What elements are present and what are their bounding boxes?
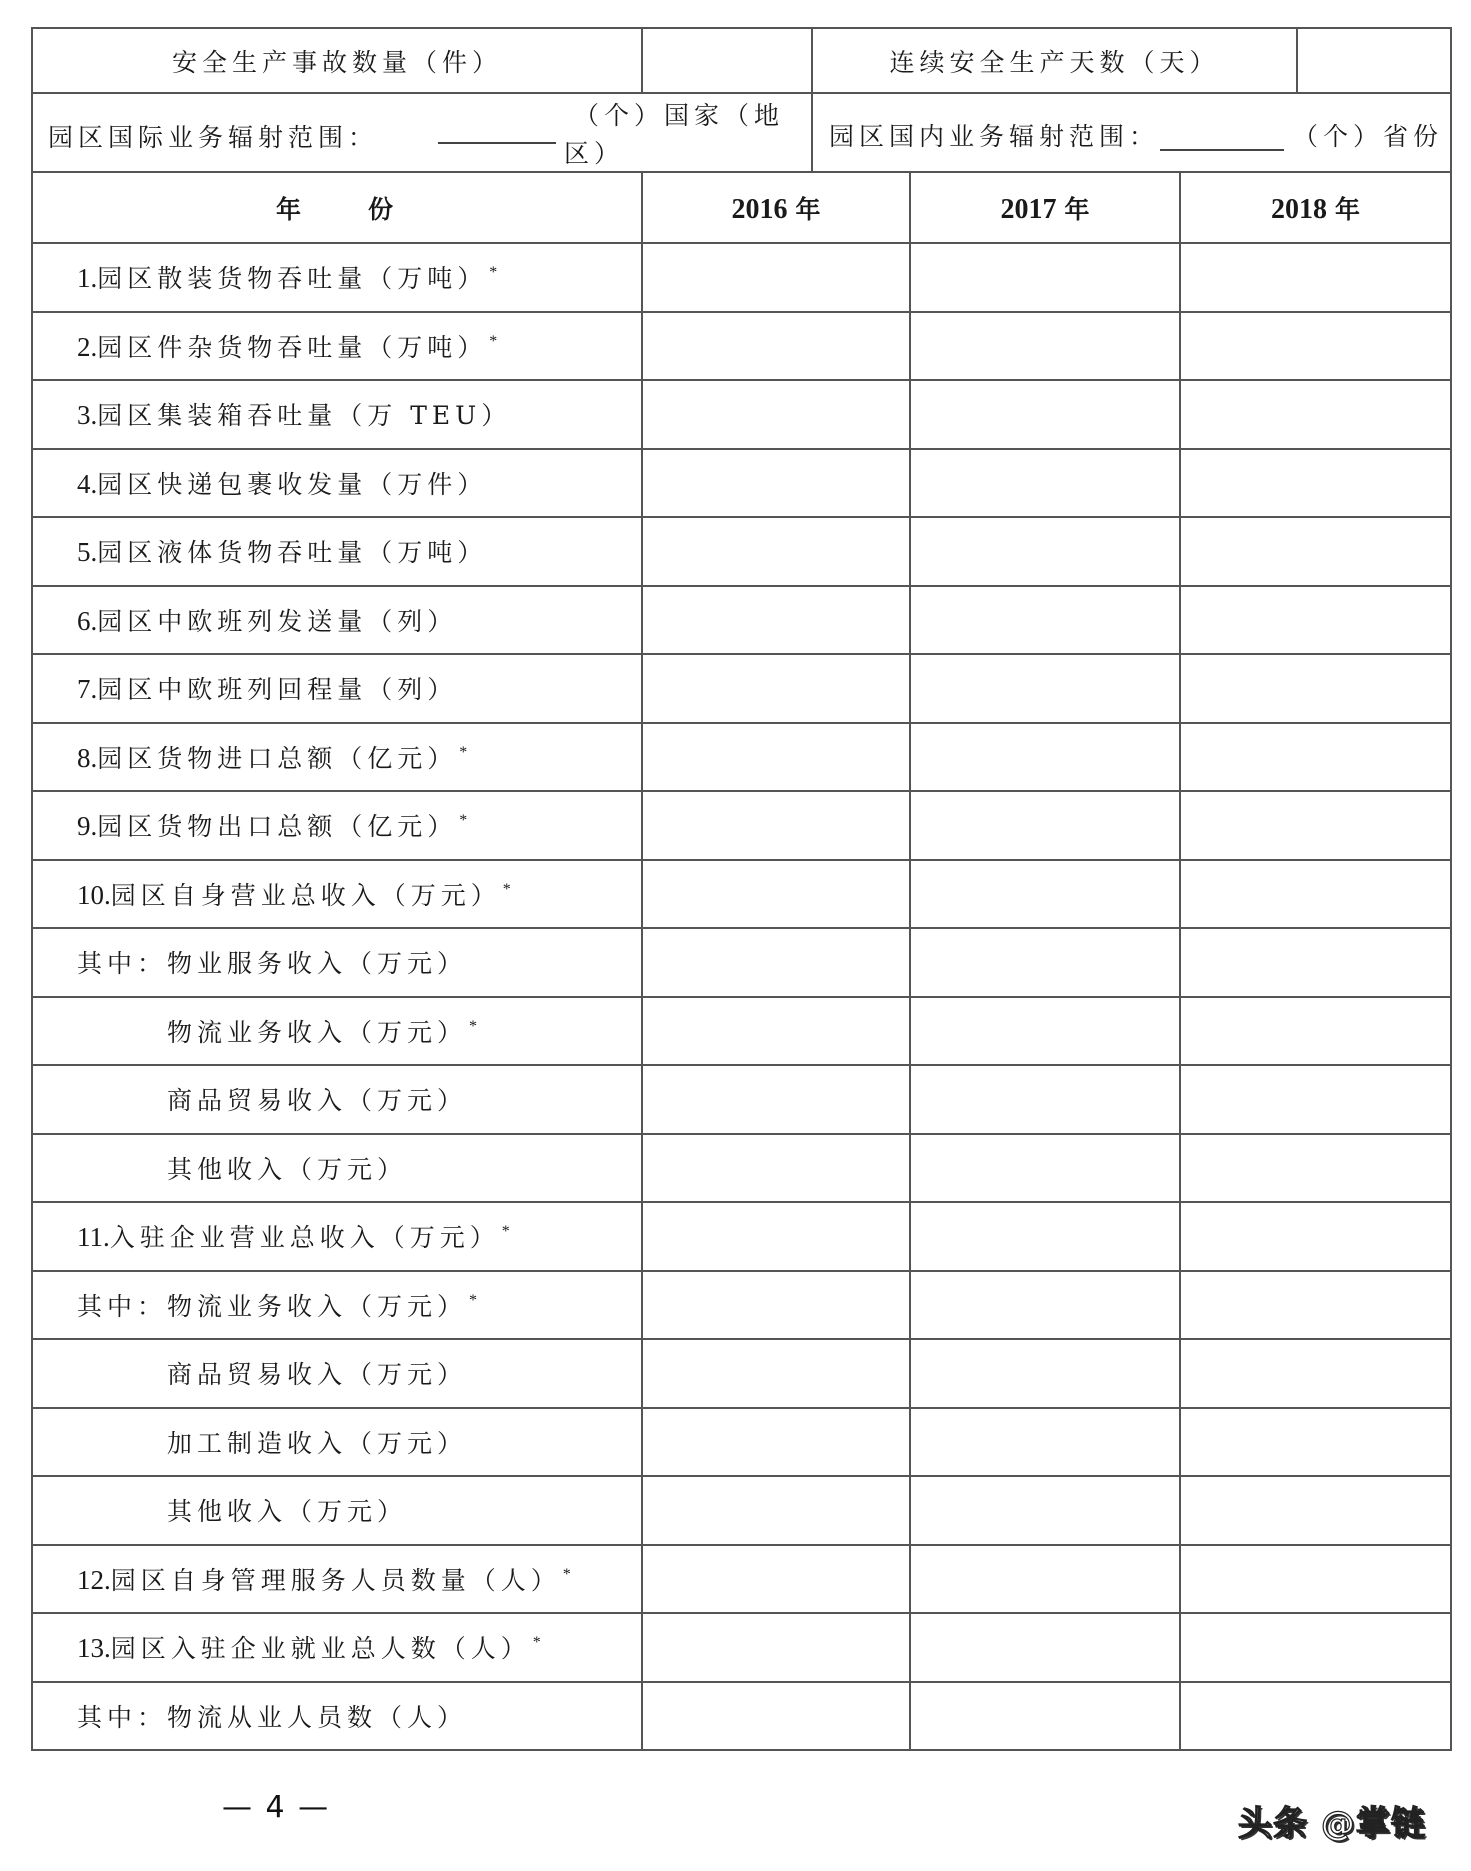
- indicator-label-cell: [32, 654, 642, 723]
- indicator-label: 园区集装箱吞吐量（万 TEU）: [97, 401, 512, 431]
- table-row: [32, 312, 1451, 381]
- year-header-2018: [1180, 172, 1451, 243]
- value-cell-2017[interactable]: [910, 928, 1180, 997]
- value-cell-2018[interactable]: [1180, 1271, 1451, 1340]
- safe-days-label: 连续安全生产天数（天）: [812, 28, 1297, 93]
- value-cell-2017[interactable]: [910, 380, 1180, 449]
- indicator-label: 园区自身营业总收入（万元）: [110, 880, 501, 910]
- indicator-label-cell: [32, 1339, 642, 1408]
- value-cell-2016[interactable]: [642, 1202, 910, 1271]
- required-asterisk: *: [469, 1017, 478, 1035]
- indicator-label-cell: [32, 928, 642, 997]
- value-cell-2016[interactable]: [642, 860, 910, 929]
- value-cell-2017[interactable]: [910, 791, 1180, 860]
- indicator-label: 园区入驻企业就业总人数（人）: [110, 1634, 531, 1664]
- value-cell-2017[interactable]: [910, 860, 1180, 929]
- indicator-number: 8.: [77, 742, 98, 773]
- page-number: — 4 —: [222, 1790, 331, 1825]
- value-cell-2017[interactable]: [910, 1202, 1180, 1271]
- required-asterisk: *: [489, 332, 498, 350]
- value-cell-2016[interactable]: [642, 380, 910, 449]
- value-cell-2016[interactable]: [642, 928, 910, 997]
- indicator-number: 2.: [77, 331, 98, 362]
- year-header-char-2: 份: [368, 194, 399, 224]
- year-value: 2018: [1270, 193, 1327, 225]
- year-suffix: 年: [1334, 194, 1360, 224]
- table-row: [32, 928, 1451, 997]
- indicator-number: 4.: [77, 468, 98, 499]
- value-cell-2016[interactable]: [642, 791, 910, 860]
- indicator-label: 园区液体货物吞吐量（万吨）: [97, 538, 488, 568]
- indicator-label: 园区中欧班列发送量（列）: [97, 606, 458, 636]
- value-cell-2016[interactable]: [642, 1682, 910, 1751]
- domestic-range-unit: （个）省份: [1293, 122, 1444, 151]
- value-cell-2017[interactable]: [910, 243, 1180, 312]
- value-cell-2017[interactable]: [910, 1408, 1180, 1477]
- required-asterisk: *: [469, 1291, 478, 1309]
- international-range-unit-line1: （个）国家（地: [574, 101, 785, 130]
- table-row: [32, 586, 1451, 655]
- indicator-label: 园区货物进口总额（亿元）: [97, 743, 458, 773]
- value-cell-2017[interactable]: [910, 723, 1180, 792]
- value-cell-2016[interactable]: [642, 312, 910, 381]
- year-header-2017: [910, 172, 1180, 243]
- value-cell-2017[interactable]: [910, 449, 1180, 518]
- table-row: [32, 1408, 1451, 1477]
- domestic-range-blank[interactable]: [1160, 149, 1284, 151]
- value-cell-2016[interactable]: [642, 1545, 910, 1614]
- international-range-blank[interactable]: [438, 142, 556, 144]
- year-suffix: 年: [795, 194, 821, 224]
- indicator-label: 其中：物流业务收入（万元）: [77, 1291, 468, 1321]
- indicator-label-cell: [32, 1065, 642, 1134]
- watermark: 头条 @掌链: [1238, 1804, 1426, 1844]
- required-asterisk: *: [501, 1223, 510, 1241]
- international-range-label: 园区国际业务辐射范围：: [48, 123, 379, 152]
- table-row: [32, 860, 1451, 929]
- indicator-label: 入驻企业营业总收入（万元）: [109, 1223, 500, 1253]
- value-cell-2016[interactable]: [642, 586, 910, 655]
- value-cell-2018[interactable]: [1180, 312, 1451, 381]
- indicator-label-cell: [32, 1476, 642, 1545]
- indicator-label: 园区件杂货物吞吐量（万吨）: [97, 332, 488, 362]
- table-row: [32, 1682, 1451, 1751]
- value-cell-2016[interactable]: [642, 1339, 910, 1408]
- required-asterisk: *: [459, 743, 468, 761]
- indicator-number: 6.: [77, 605, 98, 636]
- indicator-number: 9.: [77, 811, 98, 842]
- year-column-header: [32, 172, 642, 243]
- indicator-label: 商品贸易收入（万元）: [167, 1086, 468, 1116]
- year-header-2016: [642, 172, 910, 243]
- international-range-unit-line2: 区）: [564, 139, 625, 168]
- value-cell-2018[interactable]: [1180, 1682, 1451, 1751]
- indicator-label: 其中：物流从业人员数（人）: [77, 1702, 468, 1732]
- year-suffix: 年: [1064, 194, 1090, 224]
- value-cell-2018[interactable]: [1180, 449, 1451, 518]
- indicator-label-cell: [32, 1202, 642, 1271]
- indicator-label-cell: [32, 586, 642, 655]
- table-row: [32, 1065, 1451, 1134]
- value-cell-2018[interactable]: [1180, 1545, 1451, 1614]
- indicator-label-cell: [32, 791, 642, 860]
- indicator-label-cell: [32, 312, 642, 381]
- value-cell-2017[interactable]: [910, 312, 1180, 381]
- value-cell-2016[interactable]: [642, 723, 910, 792]
- international-range-cell: [32, 93, 812, 172]
- domestic-range-cell: [812, 93, 1451, 172]
- required-asterisk: *: [459, 812, 468, 830]
- indicator-label: 加工制造收入（万元）: [167, 1428, 468, 1458]
- value-cell-2017[interactable]: [910, 1476, 1180, 1545]
- table-row: [32, 449, 1451, 518]
- value-cell-2016[interactable]: [642, 449, 910, 518]
- indicator-label: 其他收入（万元）: [167, 1497, 408, 1527]
- value-cell-2017[interactable]: [910, 1682, 1180, 1751]
- value-cell-2017[interactable]: [910, 1271, 1180, 1340]
- value-cell-2017[interactable]: [910, 654, 1180, 723]
- indicator-number: 1.: [77, 263, 98, 294]
- value-cell-2018[interactable]: [1180, 1134, 1451, 1203]
- safety-summary-row: [32, 28, 1451, 93]
- value-cell-2016[interactable]: [642, 243, 910, 312]
- value-cell-2016[interactable]: [642, 517, 910, 586]
- value-cell-2016[interactable]: [642, 1134, 910, 1203]
- value-cell-2017[interactable]: [910, 1134, 1180, 1203]
- value-cell-2017[interactable]: [910, 997, 1180, 1066]
- indicator-label: 商品贸易收入（万元）: [167, 1360, 468, 1390]
- indicator-label: 园区快递包裹收发量（万件）: [97, 469, 488, 499]
- indicator-number: 13.: [77, 1633, 111, 1664]
- required-asterisk: *: [562, 1565, 571, 1583]
- indicator-rows: [32, 243, 1451, 1750]
- indicator-number: 12.: [77, 1564, 111, 1595]
- value-cell-2016[interactable]: [642, 654, 910, 723]
- table-row: [32, 1476, 1451, 1545]
- value-cell-2018[interactable]: [1180, 1065, 1451, 1134]
- indicator-label-cell: [32, 723, 642, 792]
- table-row: [32, 997, 1451, 1066]
- table-row: [32, 517, 1451, 586]
- table-row: [32, 1134, 1451, 1203]
- indicator-label: 物流业务收入（万元）: [167, 1017, 468, 1047]
- required-asterisk: *: [489, 264, 498, 282]
- indicator-label-cell: [32, 1134, 642, 1203]
- value-cell-2016[interactable]: [642, 1476, 910, 1545]
- indicator-number: 7.: [77, 674, 98, 705]
- indicator-label-cell: [32, 1613, 642, 1682]
- indicator-label-cell: [32, 997, 642, 1066]
- indicator-label-cell: [32, 517, 642, 586]
- year-value: 2016: [731, 193, 788, 225]
- indicator-number: 5.: [77, 537, 98, 568]
- indicator-label: 园区自身管理服务人员数量（人）: [110, 1565, 561, 1595]
- value-cell-2018[interactable]: [1180, 1202, 1451, 1271]
- value-cell-2018[interactable]: [1180, 791, 1451, 860]
- value-cell-2018[interactable]: [1180, 1476, 1451, 1545]
- statistics-form-table: [31, 27, 1452, 1751]
- value-cell-2016[interactable]: [642, 1613, 910, 1682]
- indicator-label: 其他收入（万元）: [167, 1154, 408, 1184]
- indicator-label: 园区散装货物吞吐量（万吨）: [97, 264, 488, 294]
- table-row: [32, 791, 1451, 860]
- value-cell-2018[interactable]: [1180, 997, 1451, 1066]
- safe-days-field[interactable]: [1297, 28, 1451, 93]
- value-cell-2018[interactable]: [1180, 380, 1451, 449]
- value-cell-2018[interactable]: [1180, 517, 1451, 586]
- value-cell-2017[interactable]: [910, 1065, 1180, 1134]
- value-cell-2016[interactable]: [642, 1065, 910, 1134]
- table-row: [32, 380, 1451, 449]
- value-cell-2018[interactable]: [1180, 723, 1451, 792]
- indicator-label-cell: [32, 449, 642, 518]
- value-cell-2016[interactable]: [642, 1408, 910, 1477]
- table-row: [32, 1271, 1451, 1340]
- indicator-label-cell: [32, 1545, 642, 1614]
- required-asterisk: *: [532, 1634, 541, 1652]
- radiation-range-row: [32, 93, 1451, 172]
- accident-count-label: 安全生产事故数量（件）: [32, 28, 642, 93]
- indicator-label: 园区中欧班列回程量（列）: [97, 675, 458, 705]
- value-cell-2018[interactable]: [1180, 860, 1451, 929]
- value-cell-2017[interactable]: [910, 1613, 1180, 1682]
- indicator-number: 10.: [77, 879, 111, 910]
- table-row: [32, 723, 1451, 792]
- indicator-label-cell: [32, 1271, 642, 1340]
- value-cell-2018[interactable]: [1180, 1408, 1451, 1477]
- required-asterisk: *: [502, 880, 511, 898]
- indicator-label: 园区货物出口总额（亿元）: [97, 812, 458, 842]
- indicator-label-cell: [32, 243, 642, 312]
- value-cell-2016[interactable]: [642, 997, 910, 1066]
- table-row: [32, 243, 1451, 312]
- table-row: [32, 654, 1451, 723]
- indicator-number: 11.: [77, 1222, 110, 1253]
- indicator-label-cell: [32, 860, 642, 929]
- value-cell-2017[interactable]: [910, 1545, 1180, 1614]
- value-cell-2018[interactable]: [1180, 243, 1451, 312]
- table-row: [32, 1339, 1451, 1408]
- value-cell-2018[interactable]: [1180, 1339, 1451, 1408]
- value-cell-2018[interactable]: [1180, 586, 1451, 655]
- value-cell-2017[interactable]: [910, 1339, 1180, 1408]
- domestic-range-label: 园区国内业务辐射范围：: [829, 122, 1160, 151]
- value-cell-2017[interactable]: [910, 586, 1180, 655]
- indicator-label: 其中：物业服务收入（万元）: [77, 949, 468, 979]
- year-header-row: [32, 172, 1451, 243]
- table-row: [32, 1545, 1451, 1614]
- value-cell-2018[interactable]: [1180, 1613, 1451, 1682]
- indicator-label-cell: [32, 1682, 642, 1751]
- value-cell-2017[interactable]: [910, 517, 1180, 586]
- accident-count-field[interactable]: [642, 28, 812, 93]
- indicator-label-cell: [32, 1408, 642, 1477]
- value-cell-2018[interactable]: [1180, 928, 1451, 997]
- year-header-char-1: 年: [275, 194, 306, 224]
- year-value: 2017: [1000, 193, 1057, 225]
- table-row: [32, 1613, 1451, 1682]
- indicator-number: 3.: [77, 400, 98, 431]
- value-cell-2018[interactable]: [1180, 654, 1451, 723]
- indicator-label-cell: [32, 380, 642, 449]
- table-row: [32, 1202, 1451, 1271]
- value-cell-2016[interactable]: [642, 1271, 910, 1340]
